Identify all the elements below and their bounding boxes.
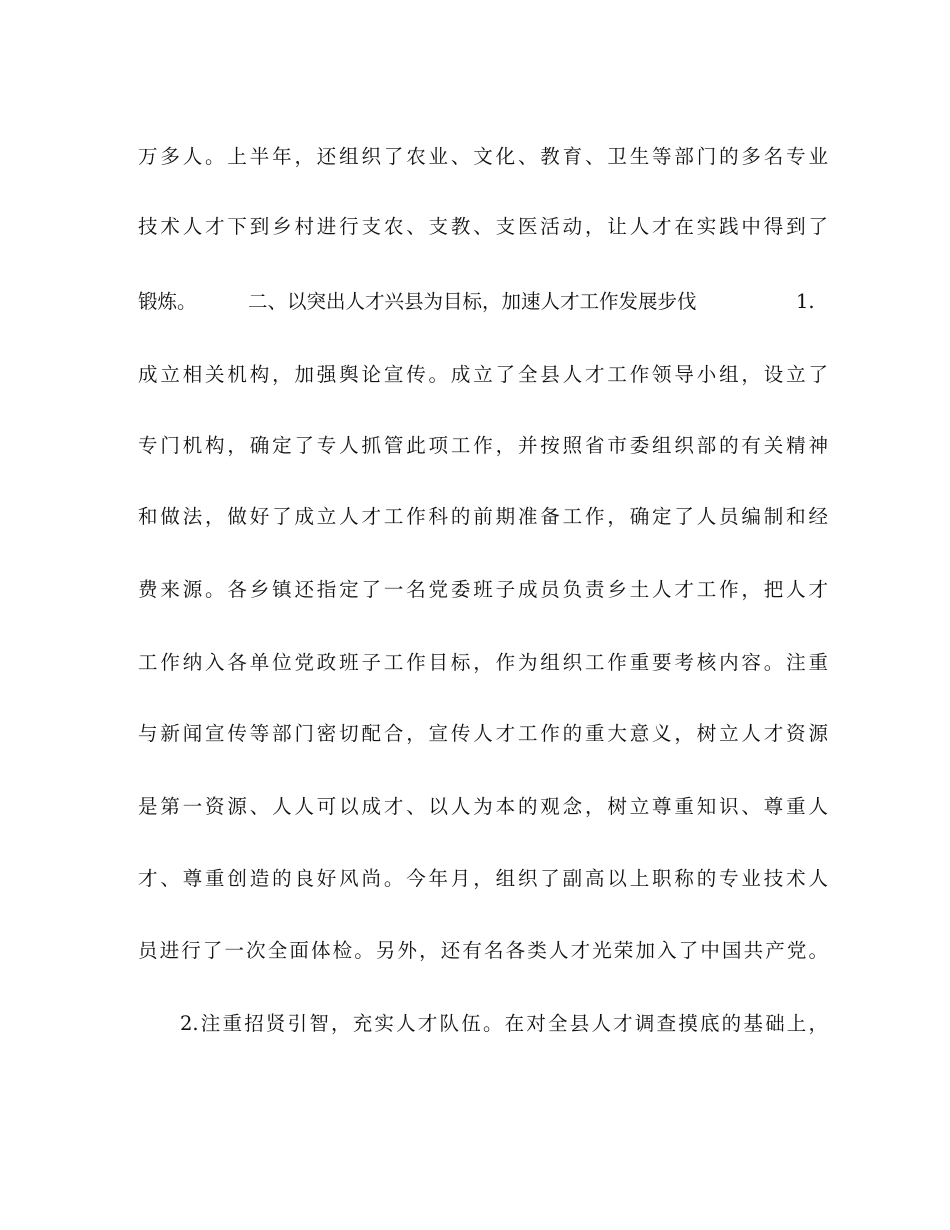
text-line-12: 员进行了一次全面体检。另外，还有名各类人才光荣加入了中国共产党。 [138, 939, 828, 962]
text-line-2: 技术人才下到乡村进行支农、支教、支医活动，让人才在实践中得到了 [138, 215, 828, 238]
text-line-3 [138, 282, 828, 322]
text-line-13: 2.注重招贤引智，充实人才队伍。在对全县人才调查摸底的基础上， [180, 1012, 828, 1035]
text-line-6: 和做法，做好了成立人才工作科的前期准备工作，确定了人员编制和经 [138, 505, 828, 528]
text-line-10: 是第一资源、人人可以成才、以人为本的观念，树立尊重知识、尊重人 [138, 795, 828, 818]
item-number-1: 1. [796, 290, 815, 313]
text-line-1: 万多人。上半年，还组织了农业、文化、教育、卫生等部门的多名专业 [138, 145, 828, 168]
text-line-5: 专门机构，确定了专人抓管此项工作，并按照省市委组织部的有关精神 [138, 434, 828, 457]
line-3-segment-1: 锻炼。 [138, 290, 197, 313]
text-line-8: 工作纳入各单位党政班子工作目标，作为组织工作重要考核内容。注重 [138, 651, 828, 674]
text-line-7: 费来源。各乡镇还指定了一名党委班子成员负责乡土人才工作，把人才 [138, 578, 828, 601]
section-heading: 二、以突出人才兴县为目标，加速人才工作发展步伐 [248, 290, 697, 313]
text-line-11: 才、尊重创造的良好风尚。今年月，组织了副高以上职称的专业技术人 [138, 867, 828, 890]
text-line-9: 与新闻宣传等部门密切配合，宣传人才工作的重大意义，树立人才资源 [138, 722, 828, 745]
text-line-4: 成立相关机构，加强舆论宣传。成立了全县人才工作领导小组，设立了 [138, 363, 828, 386]
